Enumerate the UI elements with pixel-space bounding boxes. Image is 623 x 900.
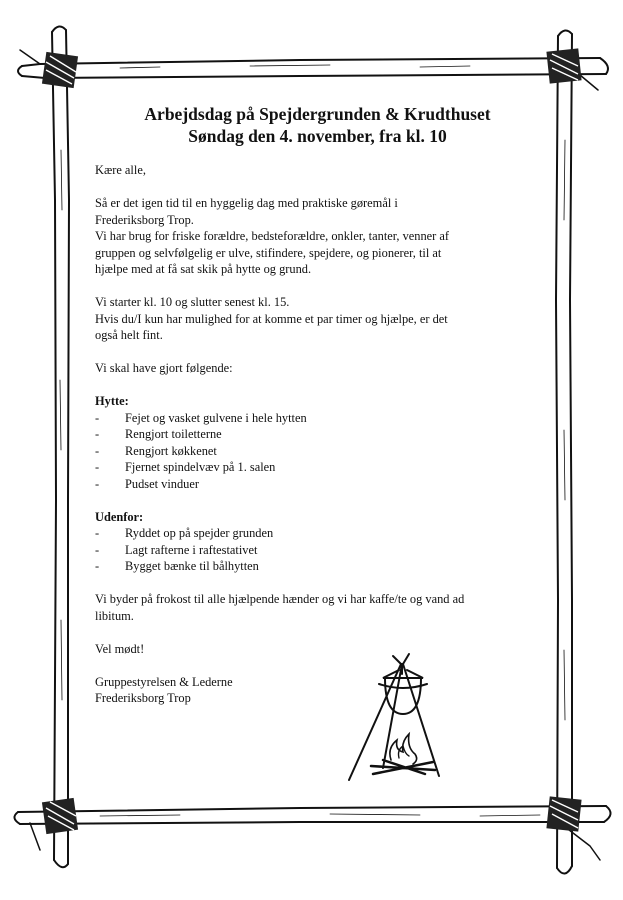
bullet: -	[95, 559, 100, 573]
list-item-text: Rengjort køkkenet	[125, 443, 217, 458]
text-line: Frederiksborg Trop.	[95, 212, 194, 227]
closing: Vel mødt!	[95, 641, 145, 656]
hytte-section	[95, 393, 540, 492]
text-line: Vi starter kl. 10 og slutter senest kl. 15.	[95, 295, 290, 309]
text-line: Vi byder på frokost til alle hjælpende hænder og vi har kaffe/te og vand ad	[95, 592, 465, 606]
list-item-text: Rengjort toiletterne	[125, 427, 222, 441]
todo-intro: Vi skal have gjort følgende:	[95, 361, 233, 375]
list-item	[95, 410, 540, 427]
udenfor-heading: Udenfor:	[95, 509, 144, 524]
list-item-text: Ryddet op på spejder grunden	[125, 526, 274, 540]
list-item-text: Fejet og vasket gulvene i hele hytten	[125, 410, 307, 425]
list-item	[95, 542, 540, 559]
text-line: Hvis du/I kun har mulighed for at komme et par timer og hjælpe, er det	[95, 311, 448, 326]
text-line: hjælpe med at få sat skik på hytte og grund.	[95, 262, 312, 276]
bullet: -	[95, 443, 100, 458]
hytte-heading: Hytte:	[95, 394, 129, 408]
letter-body	[95, 103, 540, 707]
signature	[95, 674, 540, 707]
list-item-text: Pudset vinduer	[125, 476, 199, 491]
greeting: Kære alle,	[95, 163, 146, 177]
bullet: -	[95, 526, 100, 540]
title-line-1: Arbejdsdag på Spejdergrunden & Krudthuset	[144, 104, 491, 124]
list-item	[95, 426, 540, 443]
text-line: libitum.	[95, 608, 134, 623]
text-line: gruppen og selvfølgelig er ulve, stifindere, spejdere, og pionerer, til at	[95, 245, 442, 260]
text-line: Frederiksborg Trop	[95, 691, 191, 705]
list-item-text: Lagt rafterne i raftestativet	[125, 542, 258, 557]
campfire-tripod-icon	[343, 648, 463, 788]
bullet: -	[95, 410, 100, 425]
list-item-text: Bygget bænke til bålhytten	[125, 559, 259, 573]
bullet: -	[95, 476, 100, 491]
list-item	[95, 558, 540, 575]
text-line: også helt fint.	[95, 328, 163, 342]
udenfor-section	[95, 509, 540, 575]
bullet: -	[95, 460, 100, 474]
page-title	[95, 103, 540, 147]
text-line: Vi har brug for friske forældre, bedsteforældre, onkler, tanter, venner af	[95, 229, 450, 243]
list-item	[95, 459, 540, 476]
list-item	[95, 443, 540, 460]
offer-paragraph	[95, 591, 540, 624]
list-item-text: Fjernet spindelvæv på 1. salen	[125, 460, 276, 474]
intro-paragraph	[95, 195, 540, 278]
list-item	[95, 476, 540, 493]
list-item	[95, 525, 540, 542]
title-line-2: Søndag den 4. november, fra kl. 10	[188, 126, 447, 146]
text-line: Gruppestyrelsen & Lederne	[95, 674, 233, 689]
times-paragraph	[95, 294, 540, 344]
bullet: -	[95, 542, 100, 557]
text-line: Så er det igen tid til en hyggelig dag med praktiske gøremål i	[95, 196, 398, 210]
bullet: -	[95, 427, 100, 441]
